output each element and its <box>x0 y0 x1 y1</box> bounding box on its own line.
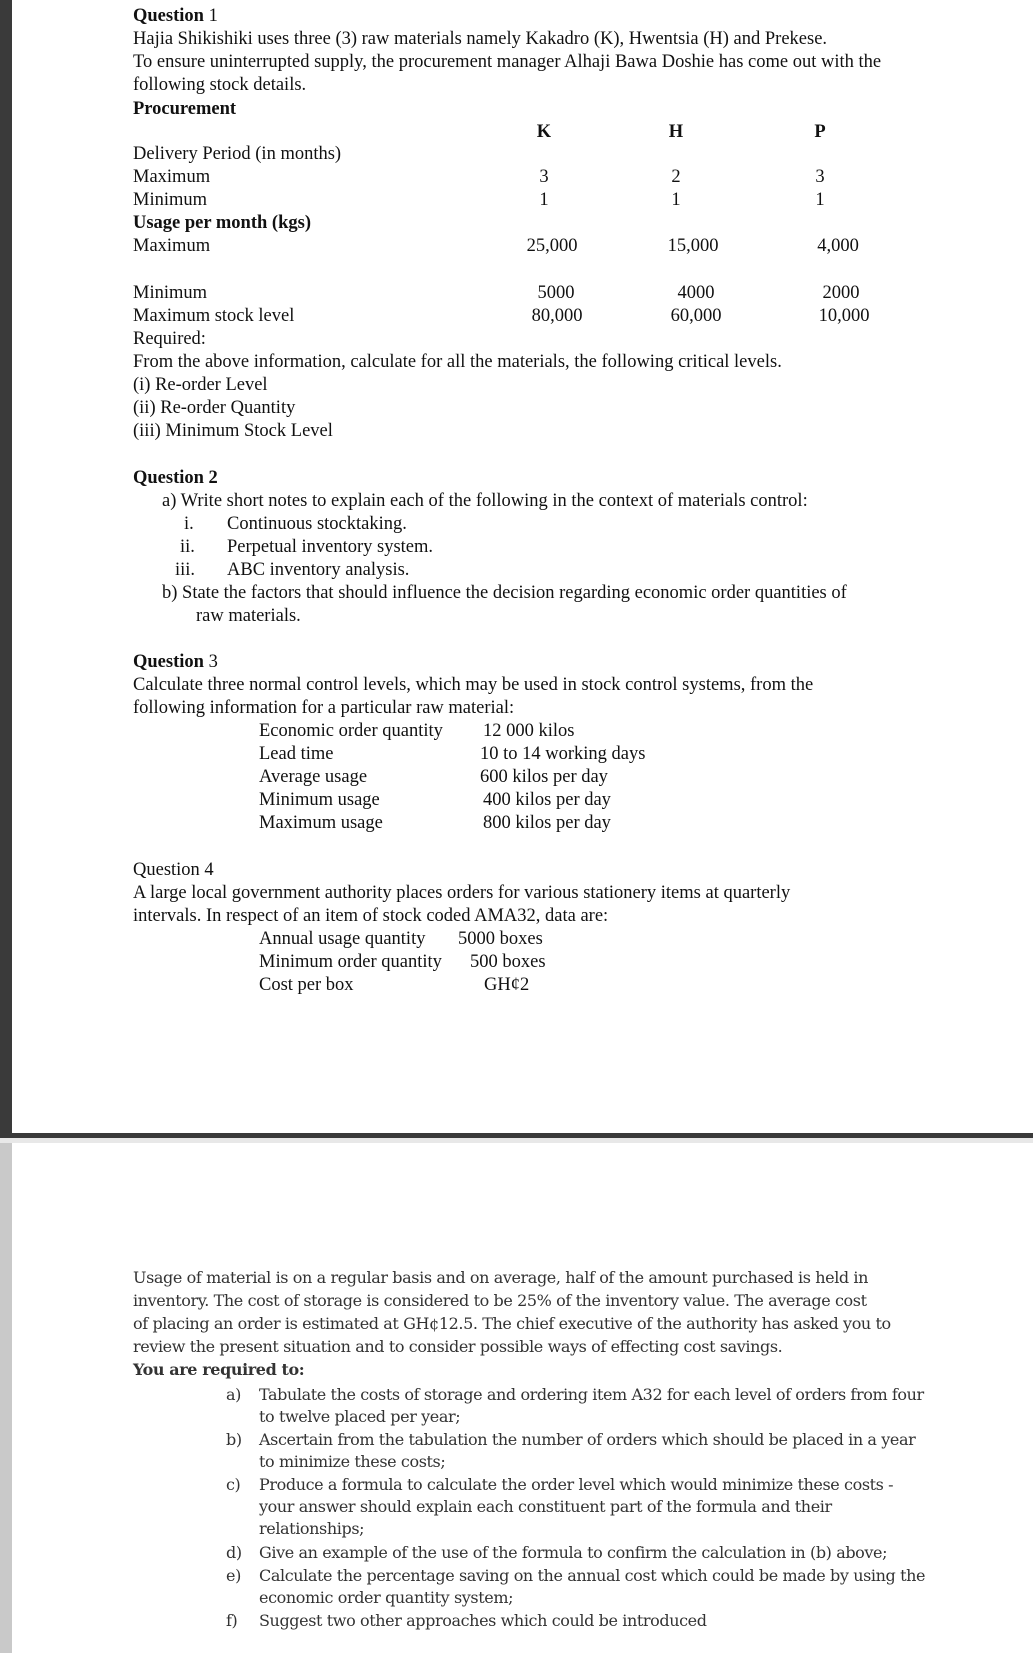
q2-a-item: ABC inventory analysis. <box>227 560 410 580</box>
col-header-k: K <box>536 122 552 142</box>
page2-item-letter: f) <box>226 1611 238 1630</box>
page2-item-letter: e) <box>226 1566 241 1585</box>
q3-line2: following information for a particular raw material: <box>133 698 515 718</box>
page2-item-letter: b) <box>226 1430 242 1449</box>
q1-intro-line1: Hajia Shikishiki uses three (3) raw materials namely Kakadro (K), Hwentsia (H) and Prekese. <box>133 29 828 49</box>
delivery-min-p: 1 <box>815 190 825 210</box>
delivery-max-label: Maximum <box>133 167 211 187</box>
q2-a-num: ii. <box>180 537 195 557</box>
q1-item: (iii) Minimum Stock Level <box>133 421 333 441</box>
q1-required: Required: <box>133 329 206 349</box>
page2-para-line: Usage of material is on a regular basis and on average, half of the amount purchased is held in <box>133 1268 869 1287</box>
q3-row-label: Lead time <box>259 744 334 764</box>
q1-item: (i) Re-order Level <box>133 375 268 395</box>
col-header-h: H <box>668 122 684 142</box>
delivery-max-k: 3 <box>539 167 549 187</box>
q4-line1: A large local government authority places orders for various stationery items at quarterly <box>133 883 791 903</box>
max-stock-label: Maximum stock level <box>133 306 295 326</box>
page2-item-line: Ascertain from the tabulation the number of orders which should be placed in a year <box>259 1430 916 1449</box>
q3-row-value: 600 kilos per day <box>480 767 608 787</box>
delivery-period-label: Delivery Period (in months) <box>133 144 342 164</box>
page2-item-line: to minimize these costs; <box>259 1452 446 1471</box>
page2-item-line: Produce a formula to calculate the order level which would minimize these costs - <box>259 1475 894 1494</box>
usage-max-p: 4,000 <box>817 236 859 256</box>
q3-row-label: Maximum usage <box>259 813 383 833</box>
q2-a-item: Perpetual inventory system. <box>227 537 434 557</box>
q2-a-num: iii. <box>175 560 196 580</box>
q3-row-value: 800 kilos per day <box>483 813 611 833</box>
max-stock-p: 10,000 <box>818 306 870 326</box>
q2-part-b: b) State the factors that should influence the decision regarding economic order quantities of <box>162 583 847 603</box>
page2-item-line: Give an example of the use of the formula to confirm the calculation in (b) above; <box>259 1543 888 1562</box>
q3-line1: Calculate three normal control levels, which may be used in stock control systems, from the <box>133 675 814 695</box>
q3-row-label: Minimum usage <box>259 790 380 810</box>
q1-intro-line3: following stock details. <box>133 75 307 95</box>
q3-row-label: Economic order quantity <box>259 721 443 741</box>
q2-heading: Question 2 <box>133 468 218 488</box>
max-stock-h: 60,000 <box>670 306 722 326</box>
q4-row-label: Minimum order quantity <box>259 952 442 972</box>
q1-procurement-title: Procurement <box>133 99 237 119</box>
q3-heading: Question 3 <box>133 652 218 672</box>
page2-item-letter: a) <box>226 1385 241 1404</box>
col-header-p: P <box>814 122 826 142</box>
q4-row-value: 5000 boxes <box>458 929 543 949</box>
usage-max-h: 15,000 <box>667 236 719 256</box>
delivery-max-h: 2 <box>671 167 681 187</box>
q4-heading: Question 4 <box>133 860 214 880</box>
page2-item-line: Suggest two other approaches which could be introduced <box>259 1611 707 1630</box>
page2-item-letter: d) <box>226 1543 242 1562</box>
usage-min-k: 5000 <box>537 283 575 303</box>
page2-para-line: inventory. The cost of storage is considered to be 25% of the inventory value. The average cost <box>133 1291 867 1310</box>
page2-item-line: your answer should explain each constituent part of the formula and their <box>259 1497 832 1516</box>
q3-row-value: 12 000 kilos <box>483 721 575 741</box>
page2-para-line: of placing an order is estimated at GH¢12.5. The chief executive of the authority has asked you to <box>133 1314 891 1333</box>
page2-item-letter: c) <box>226 1475 241 1494</box>
page-border <box>0 0 12 1138</box>
q1-intro-line2: To ensure uninterrupted supply, the procurement manager Alhaji Bawa Doshie has come out with the <box>133 52 882 72</box>
max-stock-k: 80,000 <box>531 306 583 326</box>
q2-part-a: a) Write short notes to explain each of the following in the context of materials control: <box>162 491 808 511</box>
q1-item: (ii) Re-order Quantity <box>133 398 296 418</box>
q4-row-value: GH¢2 <box>484 975 530 995</box>
q2-a-num: i. <box>184 514 194 534</box>
q3-row-label: Average usage <box>259 767 368 787</box>
q2-a-item: Continuous stocktaking. <box>227 514 407 534</box>
usage-min-h: 4000 <box>677 283 715 303</box>
page-two <box>0 1143 1033 1653</box>
usage-min-p: 2000 <box>822 283 860 303</box>
page2-item-line: Tabulate the costs of storage and ordering item A32 for each level of orders from four <box>259 1385 924 1404</box>
q4-row-value: 500 boxes <box>470 952 546 972</box>
page2-item-line: economic order quantity system; <box>259 1588 514 1607</box>
q4-line2: intervals. In respect of an item of stock coded AMA32, data are: <box>133 906 609 926</box>
q4-row-label: Cost per box <box>259 975 354 995</box>
delivery-min-h: 1 <box>671 190 681 210</box>
usage-max-k: 25,000 <box>526 236 578 256</box>
page2-para-line: review the present situation and to consider possible ways of effecting cost savings. <box>133 1337 783 1356</box>
q1-heading: Question 1 <box>133 6 218 26</box>
q2-part-b-cont: raw materials. <box>196 606 301 626</box>
q4-row-label: Annual usage quantity <box>259 929 426 949</box>
usage-max-label: Maximum <box>133 236 211 256</box>
page2-required: You are required to: <box>133 1360 305 1379</box>
q3-row-value: 400 kilos per day <box>483 790 611 810</box>
page2-item-line: to twelve placed per year; <box>259 1407 461 1426</box>
delivery-min-label: Minimum <box>133 190 208 210</box>
q1-instruction: From the above information, calculate for all the materials, the following critical levels. <box>133 352 782 372</box>
page2-item-line: relationships; <box>259 1519 365 1538</box>
page2-item-line: Calculate the percentage saving on the annual cost which could be made by using the <box>259 1566 926 1585</box>
usage-min-label: Minimum <box>133 283 208 303</box>
usage-label: Usage per month (kgs) <box>133 213 311 233</box>
delivery-max-p: 3 <box>815 167 825 187</box>
delivery-min-k: 1 <box>539 190 549 210</box>
q3-row-value: 10 to 14 working days <box>480 744 646 764</box>
